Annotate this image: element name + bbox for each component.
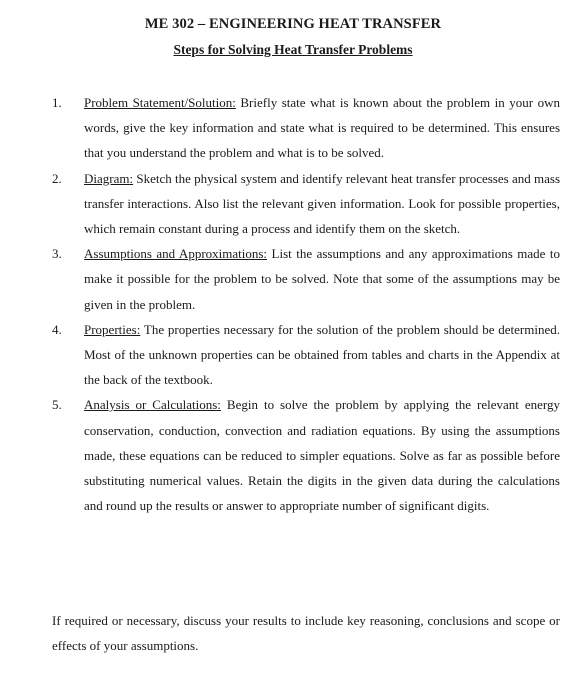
step-item xyxy=(52,241,560,317)
step-text: Briefly state what is known about the problem in your own words, give the key information and state what is required to be determined. This ensures that you understand the problem and what is to be solved. xyxy=(84,95,560,161)
step-text: Sketch the physical system and identify relevant heat transfer processes and mass transfer interactions. Also list the relevant given information. Look for possible properties, which remain constant during a process and identify them on the sketch. xyxy=(84,170,560,237)
step-heading: Assumptions and Approximations: xyxy=(84,246,268,262)
step-text: Begin to solve the problem by applying the relevant energy conservation, conduction, convection and radiation equations. By using the assumptions made, these equations can be reduced to simpler equations. Solve as far as possible before substituting numerical values. Retain the digits in the given data during the calculations and round up the results or answer to appropriate number of significant digits. xyxy=(84,397,561,514)
step-number: 5. xyxy=(52,397,62,413)
step-heading: Diagram: xyxy=(84,170,134,186)
step-number: 4. xyxy=(52,321,62,337)
step-number: 3. xyxy=(52,246,62,262)
document-title: ME 302 – ENGINEERING HEAT TRANSFER xyxy=(144,16,442,32)
step-item xyxy=(52,166,560,242)
step-heading: Properties: xyxy=(84,321,141,337)
step-number: 2. xyxy=(52,170,62,186)
step-item xyxy=(52,90,560,166)
steps-list xyxy=(52,90,560,518)
step-heading: Problem Statement/Solution: xyxy=(84,95,236,110)
step-heading: Analysis or Calculations: xyxy=(84,397,221,413)
document-subtitle: Steps for Solving Heat Transfer Problems xyxy=(173,42,413,57)
step-text: List the assumptions and any approximations made to make it possible for the problem to be solved. Note that some of the assumptions may be given in the problem. xyxy=(84,246,560,312)
closing-paragraph: If required or necessary, discuss your results to include key reasoning, conclusions and scope or effects of your assumptions. xyxy=(52,613,560,654)
step-number: 1. xyxy=(52,95,62,110)
step-item xyxy=(52,317,560,393)
step-text: The properties necessary for the solution of the problem should be determined. Most of the unknown properties can be obtained from tables and charts in the Appendix at the back of the textbook. xyxy=(84,321,560,388)
step-item xyxy=(52,392,560,518)
